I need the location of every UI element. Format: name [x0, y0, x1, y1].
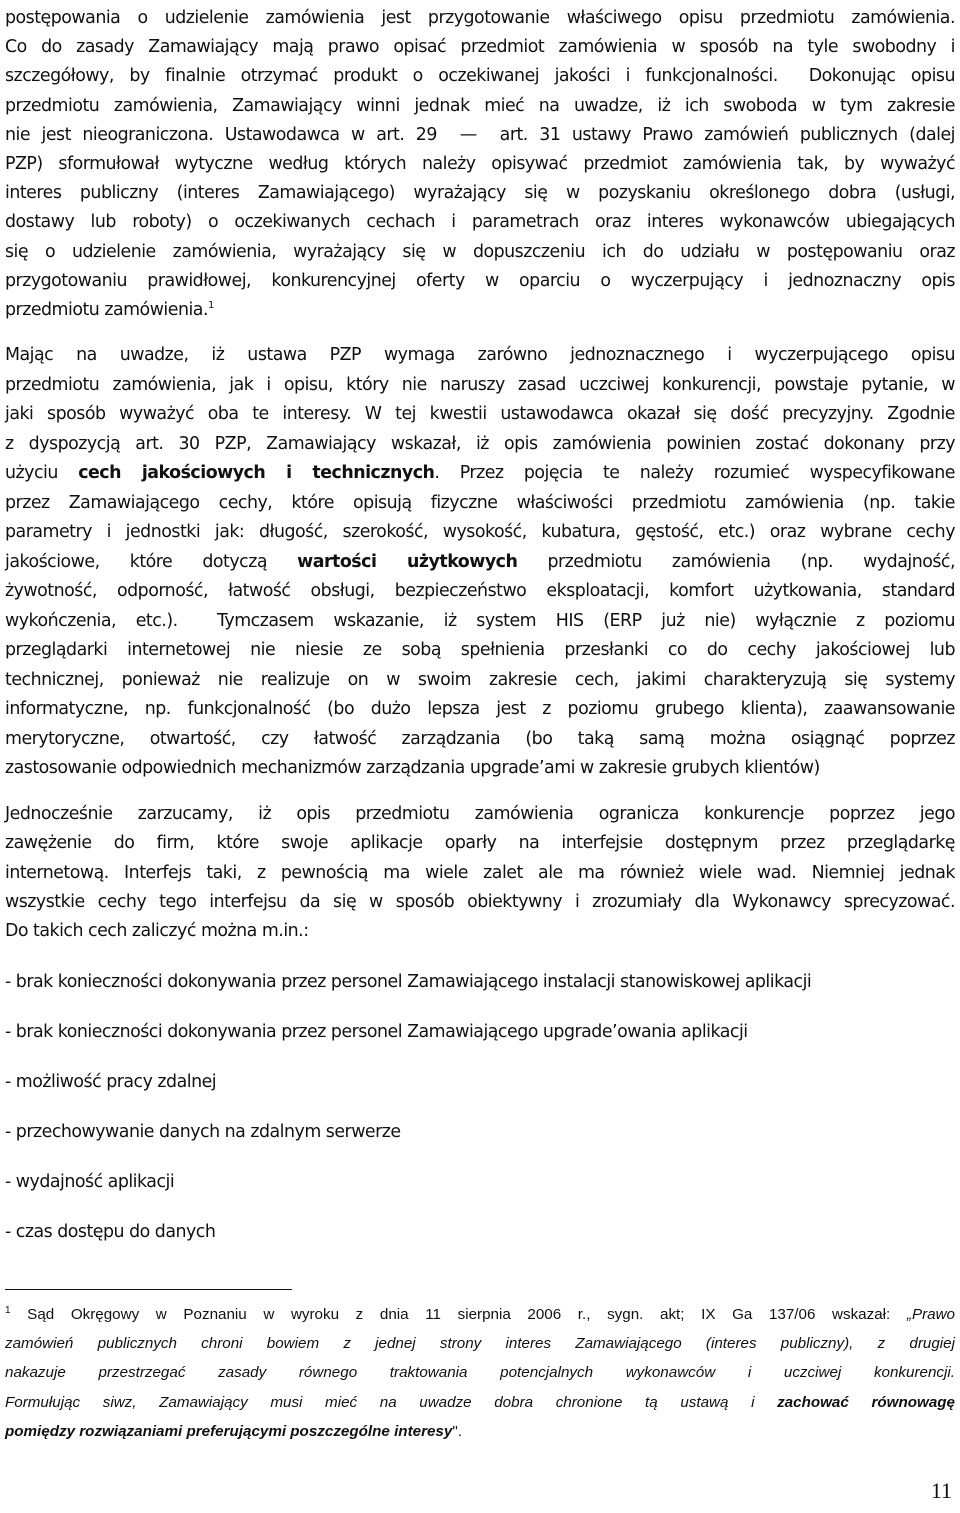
text-line	[5, 520, 955, 544]
text-line	[5, 240, 955, 264]
text-line	[5, 461, 955, 485]
list-item: - czas dostępu do danych	[5, 1222, 216, 1242]
text-run: ".	[452, 1422, 462, 1440]
bold-emphasis: wartości użytkowych	[297, 551, 518, 572]
text-run: zastosowanie odpowiednich mechanizmów zarządzania upgrade’ami w zakresie grubych klientów)	[5, 758, 820, 778]
text-line	[5, 890, 955, 914]
text-line	[5, 831, 955, 855]
list-item: - brak konieczności dokonywania przez personel Zamawiającego upgrade’owania aplikacji	[5, 1022, 748, 1042]
text-run: wszystkie cechy tego interfejsu da się w sposób obiektywny i zrozumiały dla Wykonawcy sprecyzować.	[5, 891, 955, 912]
text-run: Do takich cech zaliczyć można m.in.:	[5, 921, 309, 942]
text-line	[5, 123, 955, 147]
footnote-number: 1	[5, 1304, 11, 1316]
italic-quote: Formułując siwz, Zamawiający musi mieć na uwadze dobra chronione tą ustawą i	[5, 1393, 778, 1411]
text-line	[5, 579, 955, 603]
text-line	[5, 1421, 462, 1443]
bold-italic-quote: pomiędzy rozwiązaniami preferującymi poszczególne interesy	[5, 1422, 453, 1440]
text-run: interes publiczny (interes Zamawiającego) wyrażający się w pozyskaniu określonego dobra (usługi,	[5, 183, 955, 204]
text-run: jakościowe, które dotyczą	[5, 551, 298, 572]
text-run: wykończenia, etc.). Tymczasem wskazanie, iż system HIS (ERP już nie) wyłącznie z poziomu	[5, 610, 955, 631]
text-line	[5, 152, 955, 176]
text-line	[5, 269, 955, 293]
text-line	[5, 668, 955, 692]
text-run: . Przez pojęcia te należy rozumieć wyspecyfikowane	[434, 463, 955, 483]
text-line	[5, 1333, 955, 1355]
text-run: dostawy lub roboty) o oczekiwanych cechach i parametrach oraz interes wykonawców ubiegających	[5, 212, 955, 233]
bold-emphasis: cech jakościowych i technicznych	[78, 463, 435, 483]
text-line	[5, 919, 309, 943]
text-run: zawężenie do firm, które swoje aplikacje oparły na interfejsie dostępnym przez przeglądarkę	[5, 833, 955, 854]
text-run: Sąd Okręgowy w Poznaniu w wyroku z dnia 11 sierpnia 2006 r., sygn. akt; IX Ga 137/06 wskazał:	[10, 1306, 907, 1323]
text-line	[5, 1392, 955, 1414]
text-run: przez Zamawiającego cechy, które opisują fizyczne właściwości przedmiotu zamówienia (np. takie	[5, 492, 955, 513]
text-run: przedmiotu zamówienia.	[5, 300, 208, 320]
list-item: - przechowywanie danych na zdalnym serwerze	[5, 1122, 401, 1142]
text-line	[5, 697, 955, 721]
text-run: Mając na uwadze, iż ustawa PZP wymaga zarówno jednoznacznego i wyczerpującego opisu	[5, 345, 955, 365]
text-line	[5, 861, 955, 885]
text-run: parametry i jednostki jak: długość, szerokość, wysokość, kubatura, gęstość, etc.) oraz wybrane cechy	[5, 522, 955, 542]
text-line	[5, 432, 955, 456]
list-item: - wydajność aplikacji	[5, 1172, 175, 1192]
text-run: jaki sposób wyważyć oba te interesy. W tej kwestii ustawodawca okazał się dość precyzyjny. Zgodnie	[5, 404, 955, 424]
text-run: szczegółowy, by finalnie otrzymać produkt o oczekiwanej jakości i funkcjonalności. Dokonując opisu	[5, 66, 955, 87]
text-line	[5, 343, 955, 367]
italic-quote: nakazuje przestrzegać zasady równego traktowania potencjalnych wykonawców i uczciwej konkurencji.	[5, 1364, 955, 1382]
page-number: 11	[930, 1478, 952, 1503]
italic-quote: zamówień publicznych chroni bowiem z jednej strony interes Zamawiającego (interes publiczny), z drugiej	[5, 1335, 955, 1353]
text-run: nie jest nieograniczona. Ustawodawca w art. 29 — art. 31 ustawy Prawo zamówień publicznych (dalej	[5, 124, 955, 145]
text-line	[5, 402, 955, 426]
bold-italic-quote: zachować równowagę	[777, 1393, 955, 1411]
text-run: się o udzielenie zamówienia, wyrażający się w dopuszczeniu ich do udziału w postępowaniu oraz	[5, 241, 955, 262]
text-line	[5, 1304, 955, 1326]
list-item: - brak konieczności dokonywania przez personel Zamawiającego instalacji stanowiskowej aplikacji	[5, 972, 812, 992]
text-run: przygotowaniu prawidłowej, konkurencyjnej oferty w oparciu o wyczerpujący i jednoznaczny opis	[5, 270, 955, 291]
text-run: z dyspozycją art. 30 PZP, Zamawiający wskazał, iż opis zamówienia powinien zostać dokonany przy	[5, 433, 955, 454]
text-line	[5, 802, 955, 826]
text-run: przeglądarki internetowej nie niesie ze sobą spełnienia przesłanki co do cechy jakościowej lub	[5, 640, 955, 660]
footnote-reference[interactable]: 1	[208, 300, 214, 312]
list-item: - możliwość pracy zdalnej	[5, 1072, 217, 1092]
text-run: przedmiotu zamówienia (np. wydajność,	[517, 551, 956, 572]
text-run: użyciu	[5, 463, 79, 483]
text-run: merytoryczne, otwartość, czy łatwość zarządzania (bo taką samą można osiągnąć poprzez	[5, 728, 955, 749]
text-line	[5, 6, 955, 30]
text-run: Jednocześnie zarzucamy, iż opis przedmiotu zamówienia ogranicza konkurencje poprzez jego	[5, 804, 955, 824]
italic-quote: „Prawo	[906, 1306, 955, 1323]
text-run: PZP) sformułował wytyczne według których należy opisywać przedmiot zamówienia tak, by wyważyć	[5, 154, 955, 174]
text-run: postępowania o udzielenie zamówienia jest przygotowanie właściwego opisu przedmiotu zamówienia.	[5, 8, 955, 28]
text-line	[5, 1362, 955, 1384]
text-line	[5, 550, 955, 574]
text-line	[5, 638, 955, 662]
text-line	[5, 181, 955, 205]
text-run: informatyczne, np. funkcjonalność (bo dużo lepsza jest z poziomu grubego klienta), zaawansowanie	[5, 699, 955, 719]
text-run: Co do zasady Zamawiający mają prawo opisać przedmiot zamówienia w sposób na tyle swobodny i	[5, 37, 955, 58]
text-run: przedmiotu zamówienia, Zamawiający winni jednak mieć na uwadze, iż ich swoboda w tym zakresie	[5, 95, 955, 116]
text-run: przedmiotu zamówienia, jak i opisu, który nie naruszy zasad uczciwej konkurencji, powstaje pytanie, w	[5, 374, 955, 395]
text-run: żywotność, odporność, łatwość obsługi, bezpieczeństwo eksploatacji, komfort użytkowania, standard	[5, 581, 955, 601]
text-line	[5, 210, 955, 234]
text-run: internetową. Interfejs taki, z pewnością ma wiele zalet ale ma również wiele wad. Niemniej jednak	[5, 862, 955, 883]
text-line	[5, 727, 955, 751]
text-line	[5, 64, 955, 88]
text-line	[5, 756, 820, 780]
text-line	[5, 609, 955, 633]
text-line	[5, 298, 214, 322]
footnote-separator	[5, 1289, 292, 1290]
text-line	[5, 94, 955, 118]
text-line	[5, 373, 955, 397]
text-run: technicznej, ponieważ nie realizuje on w swoim zakresie cech, jakimi charakteryzują się systemy	[5, 669, 955, 690]
text-line	[5, 35, 955, 59]
text-line	[5, 491, 955, 515]
